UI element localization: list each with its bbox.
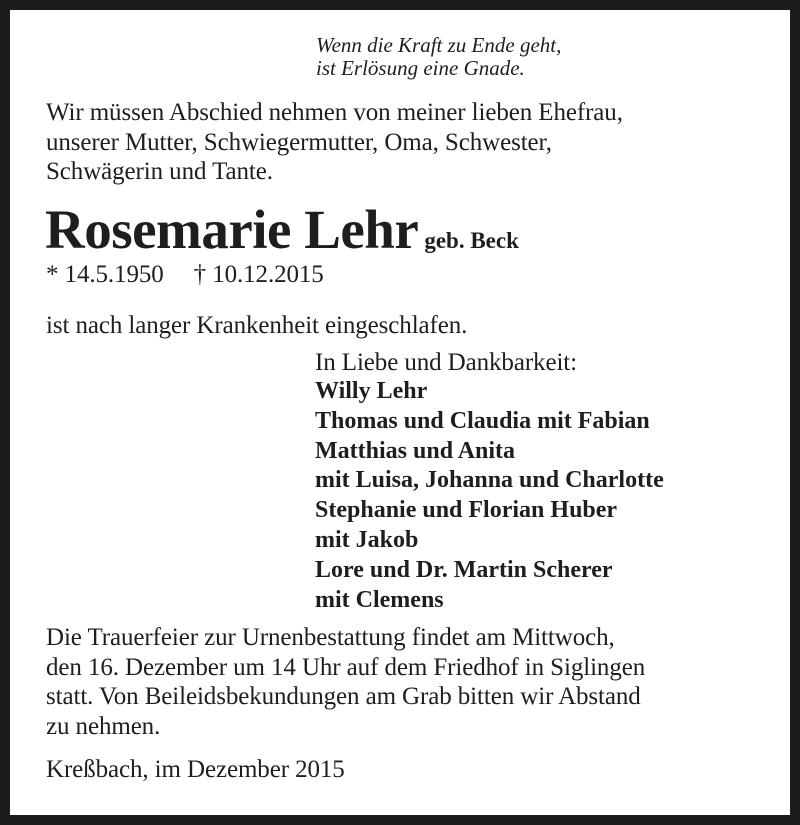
family-member: Thomas und Claudia mit Fabian xyxy=(315,407,650,434)
family-member: Matthias und Anita xyxy=(315,437,516,464)
motto-line: ist Erlösung eine Gnade. xyxy=(316,56,525,80)
life-dates xyxy=(46,260,324,290)
maiden-name: geb. Beck xyxy=(424,228,519,253)
deceased-name: Rosemarie Lehr xyxy=(45,199,419,260)
family-member: Lore und Dr. Martin Scherer xyxy=(315,556,613,583)
family-member: Stephanie und Florian Huber xyxy=(315,497,618,524)
intro-line: unserer Mutter, Schwiegermutter, Oma, Schwester, xyxy=(46,128,552,156)
funeral-line: statt. Von Beileidsbekundungen am Grab bitten wir Abstand xyxy=(46,683,641,710)
funeral-line: Die Trauerfeier zur Urnenbestattung findet am Mittwoch, xyxy=(46,624,615,651)
motto-line: Wenn die Kraft zu Ende geht, xyxy=(316,33,562,57)
family-member: Willy Lehr xyxy=(315,378,428,404)
funeral-line: zu nehmen. xyxy=(46,712,161,740)
funeral-line: den 16. Dezember um 14 Uhr auf dem Friedhof in Siglingen xyxy=(46,653,646,681)
motto-quote xyxy=(316,34,561,80)
intro-paragraph xyxy=(46,98,623,187)
passing-text: ist nach langer Krankenheit eingeschlafen. xyxy=(46,312,468,339)
funeral-details xyxy=(46,623,645,741)
place-and-date: Kreßbach, im Dezember 2015 xyxy=(46,756,345,783)
family-member: mit Jakob xyxy=(315,526,419,553)
deceased-name-line xyxy=(45,198,519,261)
death-date: † 10.12.2015 xyxy=(193,261,324,288)
family-member: mit Luisa, Johanna und Charlotte xyxy=(315,467,664,494)
thanks-heading: In Liebe und Dankbarkeit: xyxy=(315,349,577,376)
obituary-notice xyxy=(10,10,790,815)
family-member: mit Clemens xyxy=(315,586,444,613)
birth-date: * 14.5.1950 xyxy=(46,261,164,288)
intro-line: Schwägerin und Tante. xyxy=(46,158,273,185)
family-list xyxy=(315,377,664,615)
intro-line: Wir müssen Abschied nehmen von meiner lieben Ehefrau, xyxy=(46,99,623,126)
